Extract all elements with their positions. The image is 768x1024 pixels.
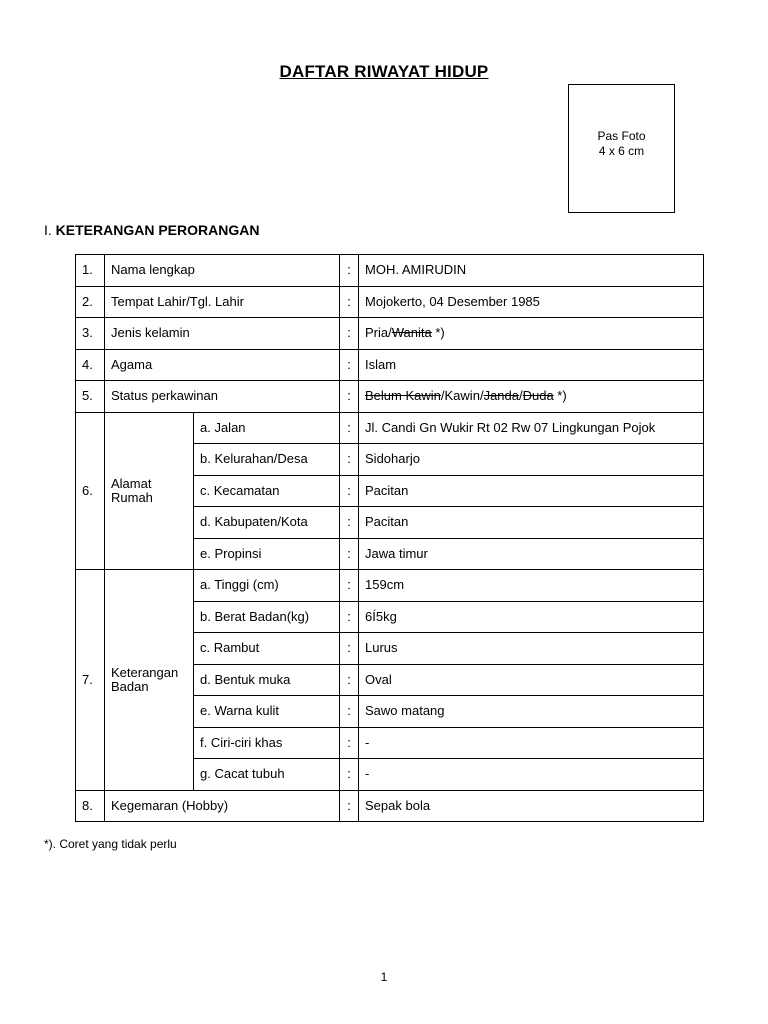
document-title: DAFTAR RIWAYAT HIDUP [279,62,489,81]
separator: : [340,664,359,696]
sub-field-label: d. Kabupaten/Kota [194,507,340,539]
sub-field-label: f. Ciri-ciri khas [194,727,340,759]
separator: : [340,475,359,507]
biodata-table [75,254,704,822]
sub-field-value: - [359,759,704,791]
sub-field-label: b. Berat Badan(kg) [194,601,340,633]
separator: : [340,790,359,822]
photo-size: 4 x 6 cm [598,143,645,158]
field-label: Jenis kelamin [105,318,340,350]
sub-field-label: e. Propinsi [194,538,340,570]
separator: : [340,696,359,728]
photo-placeholder [568,84,675,213]
separator: : [340,318,359,350]
option-pria: Pria [365,325,389,341]
field-label: Agama [105,349,340,381]
sub-field-label: g. Cacat tubuh [194,759,340,791]
table-row [76,381,704,413]
field-label: Tempat Lahir/Tgl. Lahir [105,286,340,318]
option-kawin: Kawin [444,388,480,404]
slash: / [479,388,484,404]
field-value [359,318,704,350]
separator: : [340,538,359,570]
separator: : [340,507,359,539]
separator: : [340,349,359,381]
option-wanita-struck: Wanita [391,325,432,341]
sub-field-label: a. Jalan [194,412,340,444]
option-janda-struck: Janda [483,388,519,404]
slash: / [518,388,523,404]
sub-field-label: b. Kelurahan/Desa [194,444,340,476]
group-label-line: Keterangan [111,664,179,680]
separator: : [340,570,359,602]
separator: : [340,727,359,759]
table-row [76,790,704,822]
sub-field-value: 6Í5kg [359,601,704,633]
section-title: KETERANGAN PERORANGAN [55,222,260,238]
row-number: 1. [76,255,105,287]
separator: : [340,412,359,444]
separator: : [340,286,359,318]
table-row [76,318,704,350]
row-number: 6. [76,412,105,570]
footnote: *). Coret yang tidak perlu [44,837,177,851]
photo-label: Pas Foto [597,128,646,143]
separator: : [340,255,359,287]
separator: : [340,601,359,633]
sub-field-label: c. Rambut [194,633,340,665]
row-number: 4. [76,349,105,381]
sub-field-label: c. Kecamatan [194,475,340,507]
group-label-line: Alamat [111,475,152,491]
group-label-line: Badan [111,678,149,694]
group-label-line: Rumah [111,489,153,505]
separator: : [340,759,359,791]
field-value: Mojokerto, 04 Desember 1985 [359,286,704,318]
section-numeral: I. [44,222,52,238]
field-value [359,381,704,413]
footnote-mark: *) [553,388,567,404]
row-number: 7. [76,570,105,791]
row-number: 3. [76,318,105,350]
table-row [76,255,704,287]
slash: / [388,325,392,341]
field-label: Nama lengkap [105,255,340,287]
sub-field-value: Sidoharjo [359,444,704,476]
field-value: Sepak bola [359,790,704,822]
group-label-alamat [105,412,194,570]
field-label: Kegemaran (Hobby) [105,790,340,822]
section-heading [44,222,259,238]
field-label: Status perkawinan [105,381,340,413]
sub-field-value: - [359,727,704,759]
group-label-badan [105,570,194,791]
separator: : [340,444,359,476]
option-belum-kawin-struck: Belum Kawin [365,388,441,404]
row-number: 5. [76,381,105,413]
separator: : [340,633,359,665]
option-duda-struck: Duda [522,388,554,404]
sub-field-value: Pacitan [359,475,704,507]
field-value: MOH. AMIRUDIN [359,255,704,287]
table-row [76,412,704,444]
sub-field-value: Oval [359,664,704,696]
sub-field-value: Lurus [359,633,704,665]
sub-field-label: e. Warna kulit [194,696,340,728]
row-number: 2. [76,286,105,318]
sub-field-label: d. Bentuk muka [194,664,340,696]
sub-field-value: Jawa timur [359,538,704,570]
row-number: 8. [76,790,105,822]
field-value: Islam [359,349,704,381]
sub-field-value: Jl. Candi Gn Wukir Rt 02 Rw 07 Lingkungan Pojok [359,412,704,444]
sub-field-label: a. Tinggi (cm) [194,570,340,602]
footnote-mark: *) [431,325,445,341]
sub-field-value: 159cm [359,570,704,602]
separator: : [340,381,359,413]
sub-field-value: Sawo matang [359,696,704,728]
table-row [76,286,704,318]
slash: / [440,388,445,404]
table-row [76,570,704,602]
page-number: 1 [380,970,388,984]
table-row [76,349,704,381]
sub-field-value: Pacitan [359,507,704,539]
